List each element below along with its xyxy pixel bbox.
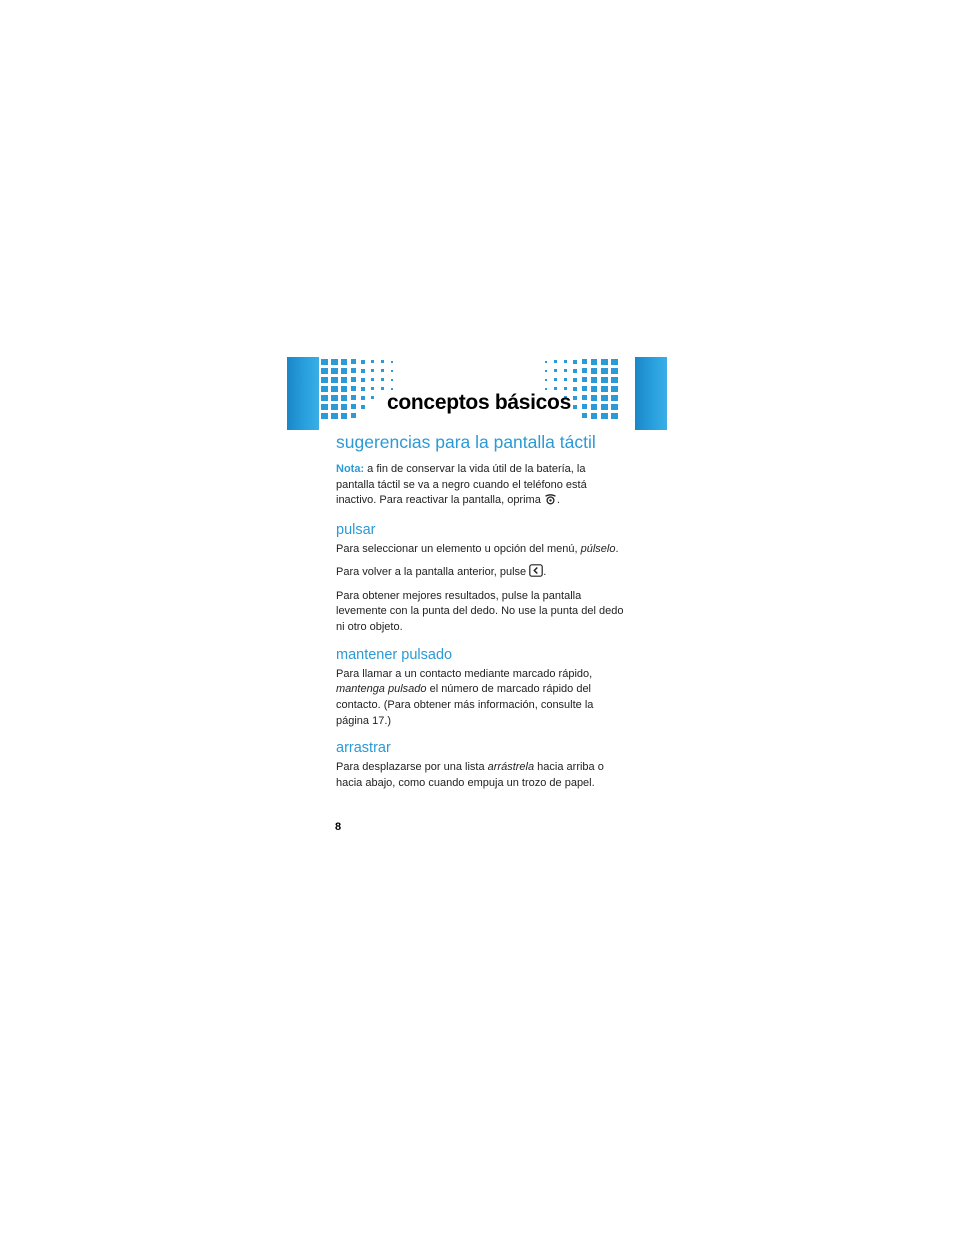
mantener-p1-a: Para llamar a un contacto mediante marcado rápido, [336, 667, 593, 680]
pulsar-p1-end: . [615, 543, 619, 556]
arrastrar-p1-emphasis: arrástrela [487, 761, 535, 774]
note-end: . [556, 494, 560, 507]
power-key-icon [544, 493, 557, 511]
chapter-title: conceptos básicos [387, 391, 571, 414]
content-column [336, 432, 626, 792]
pulsar-paragraph-3: Para obtener mejores resultados, pulse la pantalla levemente con la punta del dedo. No use la punta del dedo ni otro objeto. [336, 589, 624, 633]
pulsar-p2-text: Para volver a la pantalla anterior, pulse [336, 565, 530, 578]
arrastrar-p1-a: Para desplazarse por una lista [336, 761, 488, 774]
note-paragraph [336, 462, 626, 511]
banner-bar-right [635, 357, 667, 430]
mantener-paragraph-1 [336, 667, 626, 730]
banner-bar-left [287, 357, 319, 430]
pulsar-p2-end: . [543, 565, 547, 578]
mantener-p1-b: el número de marcado rápido del contacto. (Para obtener más información, consulte la página 17.) [336, 683, 594, 727]
section-title: sugerencias para la pantalla táctil [336, 432, 596, 452]
pulsar-paragraph-2 [336, 564, 626, 583]
subsection-title-arrastrar: arrastrar [336, 740, 391, 757]
subsection-title-pulsar: pulsar [336, 522, 376, 539]
back-key-icon [529, 564, 543, 583]
arrastrar-paragraph-1 [336, 760, 626, 791]
note-text: a fin de conservar la vida útil de la batería, la pantalla táctil se va a negro cuando el teléfono está inactivo. Para reactivar la pantalla, oprima [336, 463, 587, 507]
arrastrar-p1-b: hacia arriba o hacia abajo, como cuando empuja un trozo de papel. [336, 761, 604, 790]
page-number: 8 [335, 821, 342, 833]
chapter-banner [287, 357, 667, 430]
subsection-title-mantener: mantener pulsado [336, 646, 453, 663]
pulsar-p1-emphasis: púlselo [580, 543, 616, 556]
mantener-p1-emphasis: mantenga pulsado [336, 683, 427, 696]
note-label: Nota: [336, 463, 365, 475]
pulsar-paragraph-1 [336, 542, 626, 558]
pulsar-p1-text: Para seleccionar un elemento u opción del menú, [336, 543, 581, 556]
